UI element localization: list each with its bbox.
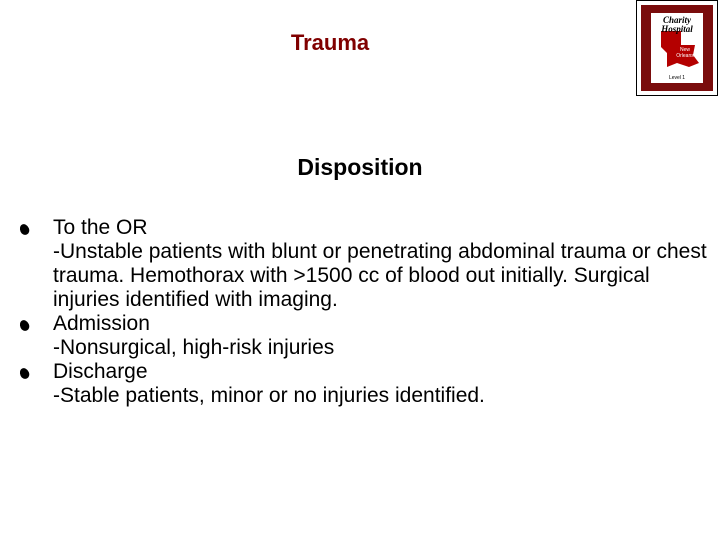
item-heading: Admission	[53, 312, 150, 335]
logo-name-line2: Hospital	[661, 24, 693, 34]
item-detail: -Nonsurgical, high-risk injuries	[53, 336, 335, 359]
bullet-icon	[18, 223, 31, 237]
logo-map-line2: Orleans	[676, 53, 694, 59]
logo-level-text: Level 1	[668, 75, 686, 81]
logo-map-line1: New	[679, 47, 691, 53]
list-item-discharge	[20, 360, 710, 408]
logo-name-line1: Charity	[662, 15, 692, 25]
list-item-or	[20, 216, 710, 312]
item-heading: To the OR	[53, 216, 148, 239]
section-heading: Disposition	[297, 154, 423, 180]
slide-title: Trauma	[290, 30, 370, 55]
bullet-icon	[18, 319, 31, 333]
bullet-icon	[18, 367, 31, 381]
item-detail: -Unstable patients with blunt or penetrating abdominal trauma or chest trauma. Hemothorax with >1500 cc of blood out initially. Surgical injuries identified with imaging.	[53, 240, 707, 311]
item-heading: Discharge	[53, 360, 148, 383]
list-item-admission	[20, 312, 710, 360]
disposition-list	[20, 216, 710, 408]
item-detail: -Stable patients, minor or no injuries identified.	[53, 384, 485, 407]
hospital-logo	[636, 0, 718, 96]
